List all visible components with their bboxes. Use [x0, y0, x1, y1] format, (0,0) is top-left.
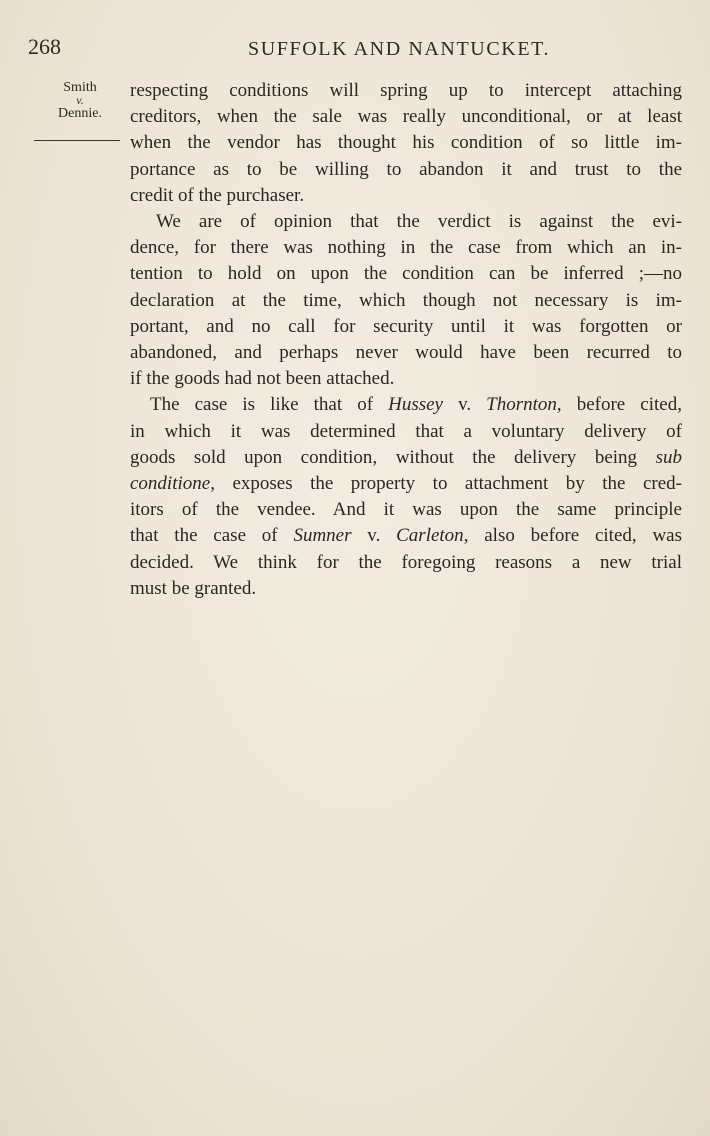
text-line: respecting conditions will spring up to intercept attaching — [130, 80, 682, 101]
text-line: itors of the vendee. And it was upon the same principle — [130, 499, 682, 521]
text-line: when the vendor has thought his condition of so little im- — [130, 132, 682, 154]
text-fragment: goods sold upon condition, without the delivery being — [130, 446, 656, 468]
text-line: dence, for there was nothing in the case from which an in- — [130, 237, 682, 259]
text-line: portant, and no call for security until it was forgotten or — [130, 315, 682, 337]
text-line: credit of the purchaser. — [130, 184, 305, 206]
text-line — [130, 523, 682, 549]
case-name-party: Carleton — [396, 525, 464, 547]
paragraph-3 — [130, 392, 682, 602]
case-name-party: Thornton — [486, 394, 557, 416]
text-fragment: v. — [351, 525, 397, 547]
text-line: decided. We think for the foregoing reasons a new trial — [130, 551, 682, 573]
text-fragment: that the case of — [130, 525, 294, 547]
text-line: tention to hold on upon the condition can be inferred ;—no — [130, 263, 682, 285]
text-line — [130, 471, 682, 497]
text-fragment: v. — [443, 394, 487, 416]
text-line: creditors, when the sale was really unconditional, or at least — [130, 106, 682, 128]
text-fragment: , exposes the property to attachment by the cred- — [210, 473, 682, 495]
margin-rule — [34, 140, 120, 141]
margin-versus: v. — [76, 93, 84, 107]
text-line — [130, 445, 682, 471]
text-fragment: , before cited, — [556, 394, 682, 416]
text-line: We are of opinion that the verdict is against the evi- — [156, 211, 682, 233]
margin-party-2: Dennie. — [58, 106, 102, 121]
latin-phrase: conditione — [130, 473, 211, 495]
text-line: abandoned, and perhaps never would have been recurred to — [130, 342, 682, 364]
case-name-party: Sumner — [293, 525, 352, 547]
body-text — [130, 78, 682, 602]
text-fragment: The case is like that of — [150, 394, 389, 416]
text-line — [130, 392, 682, 418]
case-name-party: Hussey — [388, 394, 443, 416]
paragraph-1 — [130, 78, 682, 209]
case-margin-note — [40, 80, 120, 121]
margin-party-1: Smith — [63, 80, 97, 95]
running-title: SUFFOLK AND NANTUCKET. — [248, 38, 551, 60]
page-header — [28, 34, 682, 68]
paragraph-2 — [130, 209, 682, 392]
text-line: declaration at the time, which though not necessary is im- — [130, 289, 682, 311]
text-line: in which it was determined that a voluntary delivery of — [130, 420, 682, 442]
text-line: if the goods had not been attached. — [130, 368, 395, 390]
latin-phrase: sub — [655, 446, 682, 468]
text-line: must be granted. — [130, 577, 257, 599]
page-number: 268 — [28, 34, 61, 59]
text-line: portance as to be willing to abandon it and trust to the — [130, 158, 682, 180]
text-fragment: , also before cited, was — [463, 525, 682, 547]
